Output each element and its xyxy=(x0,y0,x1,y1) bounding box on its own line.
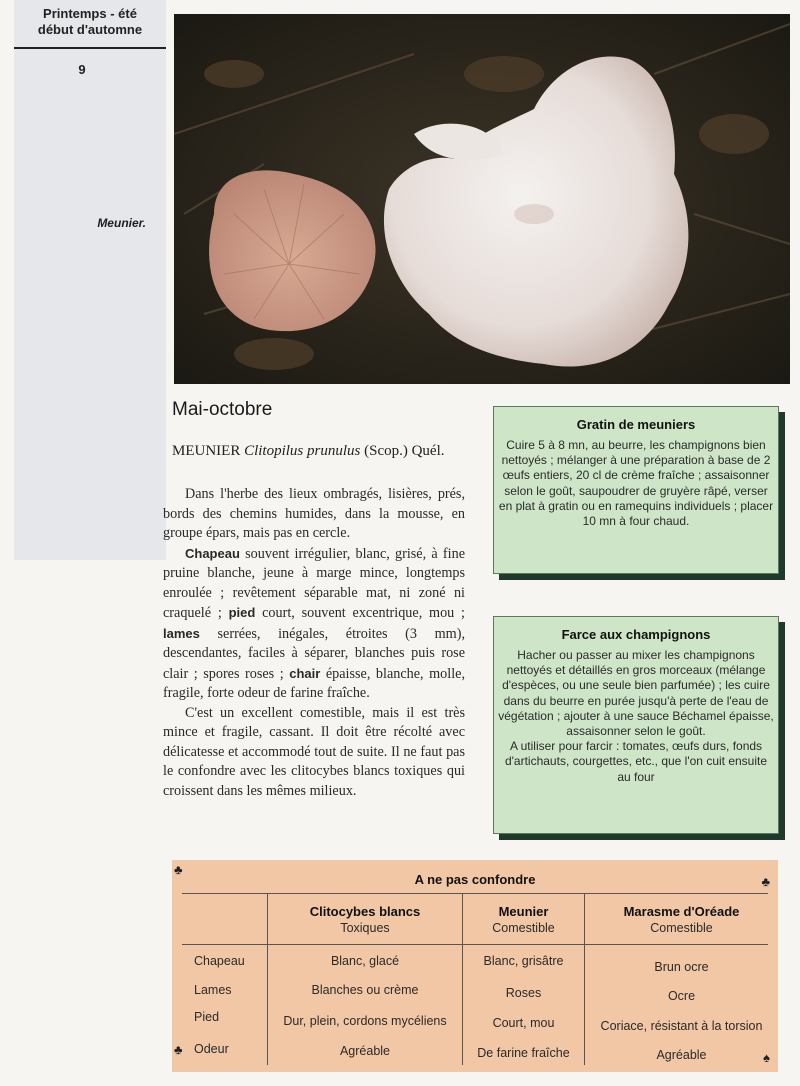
page-number: 9 xyxy=(78,62,86,77)
table-cell: Court, mou xyxy=(492,1016,555,1030)
recipe-text: Cuire 5 à 8 mn, au beurre, les champignons bien nettoyés ; mélanger à une préparation à base de 2 œufs entiers, 20 cl de crème fraîche ; assaisonner selon le goût, saupoudrer de gruyère râpé, verser en plat à gratin ou en ramequins individuels ; placer 10 mn à four chaud. xyxy=(498,438,774,529)
table-cell: Blanc, grisâtre xyxy=(483,954,564,968)
recipe-title: Farce aux champignons xyxy=(561,627,711,642)
recipe-box-farce xyxy=(493,616,779,834)
page-heading: Mai-octobre xyxy=(172,399,273,420)
column-status: Toxiques xyxy=(340,921,390,935)
species-latin-name: Clitopilus prunulus xyxy=(244,443,361,459)
species-common-name: MEUNIER xyxy=(172,443,241,459)
table-title: A ne pas confondre xyxy=(414,872,536,887)
chair-term: chair xyxy=(289,665,321,681)
comparison-table xyxy=(172,860,778,1072)
recipe-title: Gratin de meuniers xyxy=(576,417,696,432)
column-name: Marasme d'Oréade xyxy=(623,904,740,919)
recipe-box-gratin xyxy=(493,406,779,574)
pied-term: pied xyxy=(228,605,256,620)
table-cell: De farine fraîche xyxy=(477,1046,570,1060)
table-cell: Roses xyxy=(505,986,542,1000)
snail-ornament-icon: ♣ xyxy=(174,1042,183,1057)
pied-description: court, souvent excentrique, mou ; xyxy=(255,605,466,621)
row-label: Pied xyxy=(194,1010,220,1024)
table-cell: Blanches ou crème xyxy=(311,983,419,997)
habitat-paragraph: Dans l'herbe des lieux ombragés, lisières, prés, bords des chemins humides, dans la mousse, en groupe épars, mais pas en cercle. xyxy=(163,486,465,541)
species-author: (Scop.) Quél. xyxy=(364,443,445,459)
season-divider xyxy=(14,47,166,49)
table-cell: Brun ocre xyxy=(654,960,709,974)
column-name: Clitocybes blancs xyxy=(309,904,421,919)
table-cell: Agréable xyxy=(656,1048,707,1062)
row-label: Odeur xyxy=(194,1042,229,1056)
recipe-text xyxy=(498,648,774,785)
table-rule xyxy=(182,944,768,945)
description-text xyxy=(163,485,465,801)
row-label: Lames xyxy=(194,983,232,997)
column-name: Meunier xyxy=(498,904,549,919)
edibility-paragraph: C'est un excellent comestible, mais il est très mince et fragile, cassant. Il doit être récolté avec délicatesse et accommodé tout de suite. Il ne faut pas le confondre avec les clitocybes blancs toxiques qui croissent dans les mêmes milieux. xyxy=(163,704,465,799)
recipe-paragraph: A utiliser pour farcir : tomates, œufs durs, fonds d'artichauts, courgettes, etc., que l'on cuit ensuite au four xyxy=(504,739,768,784)
column-header xyxy=(463,904,584,935)
column-header xyxy=(268,904,462,935)
lames-term: lames xyxy=(163,625,200,641)
row-label: Chapeau xyxy=(194,954,245,968)
chapeau-description: souvent irrégulier, blanc, grisé, à fine pruine blanche, jeune à marge mince, longtemps enroulée ; revêtement séparable mat, ni zoné ni craquelé ; xyxy=(163,545,465,621)
table-cell: Agréable xyxy=(339,1044,391,1058)
table-rule xyxy=(182,893,768,894)
table-cell: Blanc, glacé xyxy=(330,954,400,968)
species-line xyxy=(172,443,445,460)
margin-column xyxy=(14,0,166,560)
season-label xyxy=(14,6,166,38)
chair-description: épaisse, blanche, molle, fragile, forte odeur de farine fraîche. xyxy=(163,665,465,701)
column-status: Comestible xyxy=(650,921,713,935)
snail-ornament-icon: ♠ xyxy=(763,1050,770,1065)
photo-caption: Meunier. xyxy=(97,216,146,230)
snail-ornament-icon: ♣ xyxy=(174,862,183,877)
chapeau-term: Chapeau xyxy=(185,545,240,561)
mushroom-photo xyxy=(174,14,790,384)
table-cell: Dur, plein, cordons mycéliens xyxy=(283,1014,447,1028)
recipe-paragraph: Hacher ou passer au mixer les champignons nettoyés et détaillés en gros morceaux (mélange d'espèces, ou une seule bien parfumée) ; les cuire dans du beurre en purée jusqu'à perte de l'eau de végétation ; ajouter à une sauce Béchamel épaisse, assaisonner selon le goût. xyxy=(498,648,774,739)
column-header xyxy=(585,904,778,935)
season-line-1: Printemps - été xyxy=(43,6,137,21)
characteristics-paragraph xyxy=(163,544,465,704)
table-cell: Ocre xyxy=(667,989,696,1003)
lames-description: serrées, inégales, étroites (3 mm), descendantes, faciles à séparer, blanches puis rose clair ; spores roses ; xyxy=(163,625,465,682)
snail-ornament-icon: ♣ xyxy=(761,874,770,889)
table-cell: Coriace, résistant à la torsion xyxy=(600,1019,763,1033)
column-status: Comestible xyxy=(492,921,555,935)
season-line-2: début d'automne xyxy=(37,22,143,37)
